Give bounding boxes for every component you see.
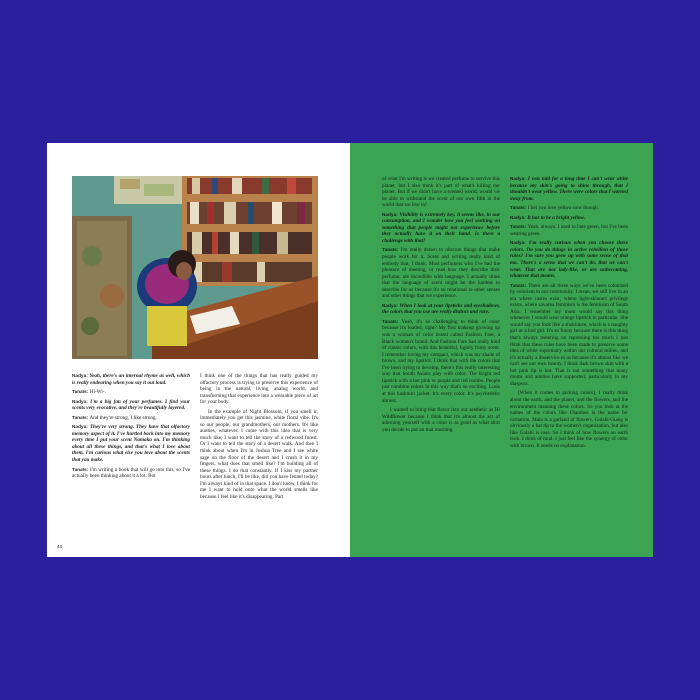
body-paragraph: In the example of Night Blossom, if you smell it, immediately you get this jasmine, white floral vibe. It's so our people, our grandmothers, our mothers. It's like aunties, whatever. I come with this idea that is very much like, I want to tell the story of a redwood forest. Or I want to tell the story of a desert walk. And then I think about when I'm in Joshua Tree and I see white sage on the floor of the desert and I crush it in my fingers, what does that smell like? I'm building all of these things. I do that constantly. If I kiss my partner hours after lunch, I'll be like, did you have fennel today? I'm always kind of in that space. I don't know, I think for me I want to hold onto what the world smells like because I feel like it's disappearing. Part: [200, 408, 318, 500]
dialogue-line: [510, 240, 628, 279]
answer-text: There are all these ways we've been colonized by colorism in our community. I mean, we still live in an era where castes exist, where light-skinned privilege exists, where savarna feminism is the feminism of South Asia. I remember my mom would say this thing whenever I would wear orange lipstick in particular. She would say you look like a shokhinee, which is a naughty girl or a bad girl. It's so funny because there is this thing that's always teetering on repressing too much I just think that these rules have been made to preserve some idea of white supremacy within our cultural milieu, and it's actually a disservice to us because it's almost like we can't see our own beauty. I think dark brown skin with a hot pink lip is hot. That is not something that many moms and aunties have supported, particularly in my diaspora.: [510, 282, 628, 387]
speaker-label: Nadya:: [510, 176, 526, 181]
dialogue-line: [510, 205, 628, 212]
answer-text: [When it comes to picking colors], I really think about the earth, and the planet, and the flowers, and the environment meaning these colors. So you look at the names of the colors like Dianthus is the name for carnation. Mala is a garland of flowers. Gulabi Giang is obviously a hat tip to the women's organization, but also like Gulabi is rose. So I think of how flowers on earth look. I think of mud. I just feel like the synergy of color with brown. It needs no explanation.: [510, 390, 628, 449]
speaker-label: Nadya:: [510, 214, 526, 220]
answer-text: Hi-Wi-.: [89, 389, 106, 396]
answer-text: I wanted to bring that flavor into our aesthetic as Hi Wildflower because I think that it's almost the act of adorning yourself with a color is as good as what shirt you decide to put on that morning.: [382, 407, 500, 433]
dialogue-line: [510, 224, 628, 237]
answer-text: Yeah, it's so challenging to think of color because it's loaded, right? My first makeup growing up was a woman of color brand called Fashion Fare, a Black women's brand. And Fashion Fare had really kind of classic colors, with this beautiful, lightly fruity scent. I remember loving my compact, which was my shade of brown, and my lipstick. I think that with the colors that I've been trying to develop, there's this really interesting way that South Asians play with color. The bright red lipstick with a hot pink or purple and red combo. People just combine colors in this way that's so exciting. Look at this kashmiri jacket. It's every color. It's psychedelic almost.: [382, 318, 500, 404]
dialogue-line: [72, 399, 190, 412]
answer-text: I'm really drawn to obscure things that make people work for it. Scent and writing really kind of embody that, I think. Most perfumers who I've had the pleasure of meeting, or read how they describe their perfume, are incredible with language. I actually think that the language of scent might be the hardest to describe for us because it's so relational to other senses and other things that we experience.: [382, 247, 500, 300]
speaker-label: Tanaïs:: [510, 205, 527, 211]
dialogue-line: [72, 424, 190, 463]
dialogue-line: [382, 247, 500, 299]
answer-text: of what I'm writing is we created perfume to survive this planet, but I also think it's part of what's killing our planet. But if we didn't have a scented world, would we be able to withstand the scent of our own filth in the world that we live in?: [382, 176, 500, 209]
dialogue-line: [382, 319, 500, 404]
question-text: It has to be a bright yellow.: [527, 214, 586, 221]
answer-text: I bet you love yellow now though.: [527, 205, 600, 212]
dialogue-line: [510, 215, 628, 222]
dialogue-line: [382, 303, 500, 316]
speaker-label: Nadya:: [72, 373, 88, 378]
speaker-label: Tanaïs:: [72, 414, 89, 420]
speaker-label: Nadya:: [382, 211, 398, 217]
right-page: [350, 143, 653, 557]
speaker-label: Nadya:: [72, 424, 88, 430]
speaker-label: Tanaïs:: [510, 224, 527, 230]
speaker-label: Tanaïs:: [72, 389, 89, 395]
speaker-label: Nadya:: [72, 398, 88, 404]
answer-text: I'm writing a book that will go into this, so I've actually been thinking about it a lot. But: [72, 466, 190, 480]
dialogue-line: [382, 407, 500, 433]
right-column-1: [382, 176, 500, 436]
question-text: When I look at your lipsticks and eyeshadows, the colors that you use are really distinct and rare.: [382, 302, 501, 316]
dialogue-line: [72, 373, 190, 386]
dialogue-line: [510, 390, 628, 449]
answer-text: And they're strong, I like strong.: [89, 414, 157, 421]
left-page: [47, 143, 350, 557]
body-paragraph: I think one of the things that has really guided my olfactory process is trying to preserve this experience of being in the natural, living, analog world, and transforming that experience into a wearable piece of art for your body.: [200, 373, 318, 406]
dialogue-line: [72, 467, 190, 480]
question-text: They're very strong. They have that olfactory memory aspect of it. I've hurtled back into my memory every time I put your scent Namaka on. I'm thinking about all these things, and that's what I love about them. I'm curious what else you love about the scents that you make.: [72, 424, 190, 464]
question-text: I'm really curious when you choose these colors. Do you do things in active rebellion of those rules? I'm sure you grew up with some sense of that too. There's a sense that we can't do, that we can't wear. That are not lady-like, or are unbecoming, whatever that means.: [510, 240, 629, 280]
dialogue-line: [72, 415, 190, 422]
question-text: Visibility is extremely key, it seems like, in our consumption, and I wonder how you feel working on something that people might not experience before they actually have it on their hand. Is there a challenge with that?: [382, 211, 501, 244]
left-column-2: [200, 373, 318, 503]
speaker-label: Tanaïs:: [72, 466, 89, 472]
speaker-label: Tanaïs:: [510, 282, 527, 288]
right-column-2: [510, 176, 628, 452]
dialogue-line: [382, 212, 500, 245]
dialogue-line: [72, 389, 190, 396]
dialogue-line: [510, 176, 628, 202]
dialogue-line: [382, 176, 500, 209]
speaker-label: Tanaïs:: [382, 318, 399, 324]
answer-text: Yeah, always. I used to hate green, but I've been wearing green.: [510, 224, 628, 237]
interview-photo: [72, 176, 318, 359]
speaker-label: Nadya:: [510, 240, 526, 246]
question-text: I was told for a long time I can't wear white because my skin's going to shine through, that I shouldn't wear yellow. There were colors that I warned away from.: [510, 176, 628, 202]
page-number: 44: [57, 544, 63, 549]
dialogue-line: [510, 283, 628, 388]
speaker-label: Nadya:: [382, 302, 398, 308]
question-text: I'm a big fan of your perfumes. I find your scents very evocative, and they're beautifully layered.: [72, 398, 191, 412]
speaker-label: Tanaïs:: [382, 247, 399, 253]
question-text: Yeah, there's an internal rhyme as well, which is really endearing when you say it out loud.: [72, 373, 191, 386]
left-column-1: [72, 373, 190, 483]
